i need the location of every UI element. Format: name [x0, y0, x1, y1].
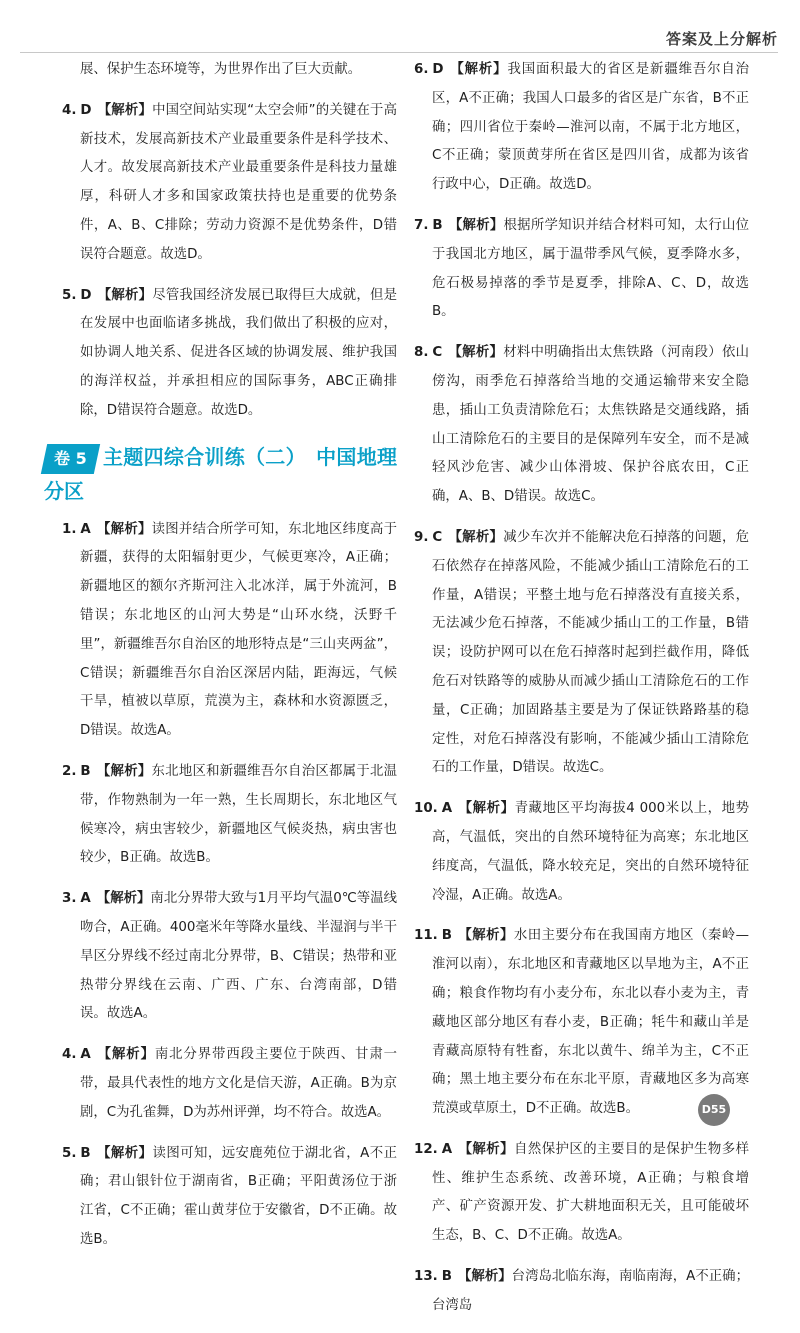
- item-text: 减少车次并不能解决危石掉落的问题，危石依然存在掉落风险，不能减少插山工清除危石的工作量，A错误；平整土地与危石掉落没有直接关系，无法减少危石掉落，不能减少插山工的工作量，B错误；设防护网可以在危石掉落时起到拦截作用，降低危石对铁路等的威胁从而减少插山工清除危石的工作量，C正确；加固路基主要是为了保证铁路路基的稳定性，对危石掉落没有影响，不能减少插山工清除危石的工作量，D错误。故选C。: [432, 529, 750, 776]
- answer-item: [414, 212, 749, 327]
- page-header: [20, 12, 778, 53]
- answer-item: [414, 1263, 749, 1321]
- item-text: 读图并结合所学可知，东北地区纬度高于新疆，获得的太阳辐射更少，气候更寒冷，A正确；新疆地区的额尔齐斯河注入北冰洋，属于外流河，B错误；东北地区的山河大势是“山环水绕，沃野千里”，新疆维吾尔自治区的地形特点是“三山夹两盆”，C错误；新疆维吾尔自治区深居内陆，距海远，气候干旱，植被以草原，荒漠为主，森林和水资源匮乏，D错误。故选A。: [80, 521, 398, 739]
- section-badge: 卷 5: [41, 444, 100, 474]
- item-number: 9.: [414, 529, 429, 545]
- item-number: 5.: [62, 1145, 77, 1161]
- analysis-tag: 【解析】: [457, 1269, 512, 1285]
- item-number: 4.: [62, 1047, 77, 1063]
- page-number: D55: [698, 1094, 730, 1126]
- item-number: 12.: [414, 1141, 438, 1157]
- analysis-tag: 【解析】: [96, 521, 152, 537]
- item-answer: C: [432, 345, 443, 361]
- intro-paragraph: 展、保护生态环境等，为世界作出了巨大贡献。: [80, 62, 362, 77]
- item-number: 7.: [414, 217, 429, 233]
- item-number: 11.: [414, 928, 438, 944]
- item-answer: D: [432, 62, 444, 77]
- item-text: 南北分界带西段主要位于陕西、甘肃一带，最具代表性的地方文化是信天游，A正确。B为京剧，C为孔雀舞，D为苏州评弹，均不符合。故选A。: [80, 1047, 398, 1120]
- analysis-tag: 【解析】: [96, 1145, 153, 1161]
- item-number: 13.: [414, 1269, 438, 1285]
- item-number: 4.: [62, 102, 77, 118]
- item-text: 尽管我国经济发展已取得巨大成就，但是在发展中也面临诸多挑战，我们做出了积极的应对，如协调人地关系、促进各区域的协调发展、维护我国的海洋权益，并承担相应的国际事务，ABC正确排除，D错误符合题意。故选D。: [80, 287, 398, 418]
- answer-item: [62, 282, 397, 426]
- analysis-tag: 【解析】: [448, 529, 504, 545]
- analysis-tag: 【解析】: [96, 891, 151, 907]
- analysis-tag: 【解析】: [97, 102, 153, 118]
- answer-item: [62, 1140, 397, 1255]
- item-number: 1.: [62, 521, 77, 537]
- answer-item: [414, 339, 749, 512]
- header-title: 答案及上分解析: [665, 30, 778, 48]
- item-number: 5.: [62, 287, 77, 303]
- answer-item: [62, 1041, 397, 1127]
- item-text: 中国空间站实现“太空会师”的关键在于高新技术，发展高新技术产业最重要条件是科学技术、人才。故发展高新技术产业最重要条件是科技力量雄厚，科研人才多和国家政策扶持也是重要的优势条件，A、B、C排除；劳动力资源不是优势条件，D错误符合题意。故选D。: [80, 102, 398, 262]
- item-answer: B: [441, 1269, 452, 1285]
- item-text: 材料中明确指出太焦铁路（河南段）依山傍沟，雨季危石掉落给当地的交通运输带来安全隐患，插山工负责清除危石；太焦铁路是交通线路，插山工清除危石的主要目的是保障列车安全，而不是减轻风沙危害、减少山体滑坡、保护谷底农田，C正确，A、B、D错误。故选C。: [432, 345, 750, 505]
- item-text: 根据所学知识并结合材料可知，太行山位于我国北方地区，属于温带季风气候，夏季降水多，危石极易掉落的季节是夏季，排除A、C、D，故选B。: [432, 217, 750, 320]
- answer-item: [62, 885, 397, 1029]
- item-number: 10.: [414, 801, 438, 817]
- item-text: 青藏地区平均海拔4 000米以上，地势高，气温低，突出的自然环境特征为高寒；东北地区纬度高，气温低，降水较充足，突出的自然环境特征冷湿，A正确。故选A。: [432, 801, 750, 903]
- analysis-tag: 【解析】: [97, 287, 153, 303]
- item-text: 水田主要分布在我国南方地区（秦岭—淮河以南），东北地区和青藏地区以旱地为主，A不正确；粮食作物均有小麦分布，东北以春小麦为主，青藏地区部分地区有春小麦，B正确；牦牛和藏山羊是青藏高原特有牲畜，东北以黄牛、绵羊为主，C不正确；黑土地主要分布在东北平原，青藏地区多为高寒荒漠或草原土，D不正确。故选B。: [432, 928, 749, 1117]
- right-column: [414, 56, 749, 1333]
- answer-item: [62, 97, 397, 270]
- item-answer: B: [432, 217, 443, 233]
- item-text: 台湾岛北临东海，南临南海，A不正确；台湾岛: [432, 1269, 749, 1313]
- answer-item: [414, 1136, 749, 1251]
- answer-item: [414, 795, 749, 910]
- item-answer: B: [80, 763, 91, 779]
- left-items-after: [62, 516, 397, 1255]
- answer-item: [62, 758, 397, 873]
- item-text: 自然保护区的主要目的是保护生物多样性、维护生态系统、改善环境，A正确；与粮食增产、矿产资源开发、扩大耕地面积无关，且可能破坏生态，B、C、D不正确。故选A。: [432, 1141, 750, 1244]
- item-number: 6.: [414, 62, 429, 77]
- analysis-tag: 【解析】: [449, 62, 508, 77]
- item-answer: A: [80, 1047, 91, 1063]
- item-answer: A: [441, 801, 453, 817]
- item-answer: D: [80, 287, 92, 303]
- right-items: [414, 56, 749, 1321]
- analysis-tag: 【解析】: [96, 763, 152, 779]
- analysis-tag: 【解析】: [457, 928, 514, 944]
- analysis-tag: 【解析】: [448, 345, 504, 361]
- item-answer: B: [441, 928, 452, 944]
- left-column: [44, 56, 398, 1267]
- item-answer: D: [80, 102, 92, 118]
- analysis-tag: 【解析】: [448, 217, 504, 233]
- analysis-tag: 【解析】: [96, 1047, 155, 1063]
- item-text: 南北分界带大致与1月平均气温0℃等温线吻合，A正确。400毫米年等降水量线、半湿润与半干旱区分界线不经过南北分界带，B、C错误；热带和亚热带分界线在云南、广西、广东、台湾南部，D错误。故选A。: [80, 891, 398, 1022]
- answer-item: [414, 56, 749, 200]
- answer-item: [414, 524, 749, 783]
- answer-item: [414, 922, 749, 1124]
- item-answer: C: [432, 529, 443, 545]
- item-answer: A: [441, 1141, 453, 1157]
- item-answer: A: [80, 891, 91, 907]
- section-heading: [44, 440, 397, 508]
- left-items-before: [62, 97, 397, 426]
- item-answer: A: [80, 521, 91, 537]
- analysis-tag: 【解析】: [458, 801, 515, 817]
- item-text: 读图可知，远安鹿苑位于湖北省，A不正确；君山银针位于湖南省，B正确；平阳黄汤位于浙江省，C不正确；霍山黄芽位于安徽省，D不正确。故选B。: [80, 1145, 397, 1247]
- analysis-tag: 【解析】: [458, 1141, 514, 1157]
- item-answer: B: [80, 1145, 91, 1161]
- answer-item: [62, 516, 397, 746]
- item-number: 8.: [414, 345, 429, 361]
- item-text: 我国面积最大的省区是新疆维吾尔自治区，A不正确；我国人口最多的省区是广东省，B不正确；四川省位于秦岭—淮河以南，不属于北方地区，C不正确；蒙顶黄芽所在省区是四川省，成都为该省行政中心，D正确。故选D。: [432, 62, 750, 193]
- item-number: 3.: [62, 891, 77, 907]
- item-number: 2.: [62, 763, 77, 779]
- section-title: 主题四综合训练（二） 中国地理分区: [44, 444, 397, 503]
- item-text: 东北地区和新疆维吾尔自治区都属于北温带，作物熟制为一年一熟，生长周期长，东北地区气候寒冷，病虫害较少，新疆地区气候炎热，病虫害也较少，B正确。故选B。: [80, 763, 398, 866]
